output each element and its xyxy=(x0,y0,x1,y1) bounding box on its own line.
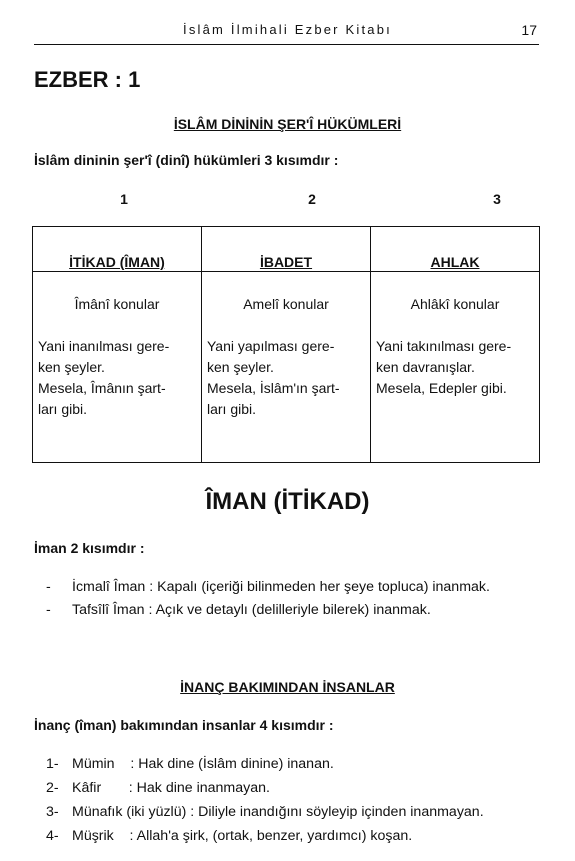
table-header-cell xyxy=(371,227,540,272)
list-item-text: Tafsîlî Îman : Açık ve detaylı (delilleriyle bilerek) inanmak. xyxy=(72,602,431,618)
iman-intro: İman 2 kısımdır : xyxy=(34,540,145,556)
desc-line: Yani yapılması gere- xyxy=(207,338,335,354)
list-item xyxy=(46,756,334,772)
dash-mark: - xyxy=(46,579,51,595)
section-heading-people: İNANÇ BAKIMINDAN İNSANLAR xyxy=(180,679,395,695)
list-item xyxy=(46,804,484,820)
dash-mark: - xyxy=(46,602,51,618)
item-number: 3- xyxy=(46,804,59,820)
topic-ahlak: Ahlâkî konular xyxy=(410,296,500,312)
desc-line: Yani inanılması gere- xyxy=(38,338,170,354)
list-item xyxy=(46,602,431,618)
people-intro: İnanç (îman) bakımından insanlar 4 kısımdır : xyxy=(34,717,334,733)
list-item-text: Müşrik : Allah'a şirk, (ortak, benzer, yardımcı) koşan. xyxy=(72,828,413,844)
list-item-text: Mümin : Hak dine (İslâm dinine) inanan. xyxy=(72,756,334,772)
desc-ibadet xyxy=(207,336,366,420)
desc-line: ları gibi. xyxy=(207,401,257,417)
table-header-cell xyxy=(202,227,371,272)
list-item-text: Kâfir : Hak dine inanmayan. xyxy=(72,780,270,796)
item-number: 4- xyxy=(46,828,59,844)
desc-line: ları gibi. xyxy=(38,401,88,417)
list-item xyxy=(46,579,490,595)
column-number-1: 1 xyxy=(120,191,128,207)
table-cell xyxy=(371,272,540,463)
item-number: 2- xyxy=(46,780,59,796)
desc-line: ken şeyler. xyxy=(207,359,274,375)
desc-line: ken şeyler. xyxy=(38,359,105,375)
desc-ahlak xyxy=(376,336,535,399)
list-item-text: Münafık (iki yüzlü) : Diliyle inandığını söyleyip içinden inanmayan. xyxy=(72,804,484,820)
item-number: 1- xyxy=(46,756,59,772)
list-item-text: İcmalî Îman : Kapalı (içeriği bilinmeden her şeye topluca) inanmak. xyxy=(72,579,490,595)
column-number-3: 3 xyxy=(493,191,501,207)
list-item xyxy=(46,828,412,844)
header-itikad: İTİKAD (ÎMAN) xyxy=(69,254,165,270)
desc-itikad xyxy=(38,336,197,420)
header-ibadet: İBADET xyxy=(259,254,313,270)
section-heading-rules: İSLÂM DİNİNİN ŞER'Î HÜKÜMLERİ xyxy=(173,116,402,132)
rules-table xyxy=(32,226,540,463)
desc-line: Yani takınılması gere- xyxy=(376,338,512,354)
table-row xyxy=(33,272,540,463)
table-cell xyxy=(33,272,202,463)
list-item xyxy=(46,780,270,796)
table-header-row xyxy=(33,227,540,272)
desc-line: Mesela, Edepler gibi. xyxy=(376,380,507,396)
running-header-title: İslâm İlmihali Ezber Kitabı xyxy=(183,22,392,37)
column-number-2: 2 xyxy=(308,191,316,207)
desc-line: Mesela, Îmânın şart- xyxy=(38,380,166,396)
header-ahlak: AHLAK xyxy=(430,254,480,270)
desc-line: ken davranışlar. xyxy=(376,359,475,375)
iman-title: ÎMAN (İTİKAD) xyxy=(205,488,370,515)
page-number: 17 xyxy=(521,22,537,38)
topic-ibadet: Amelî konular xyxy=(243,296,329,312)
topic-itikad: Îmânî konular xyxy=(74,296,160,312)
rules-intro: İslâm dininin şer'î (dinî) hükümleri 3 kısımdır : xyxy=(34,152,339,168)
lesson-title: EZBER : 1 xyxy=(34,67,141,92)
table-cell xyxy=(202,272,371,463)
header-rule xyxy=(34,44,539,45)
desc-line: Mesela, İslâm'ın şart- xyxy=(207,380,340,396)
table-header-cell xyxy=(33,227,202,272)
